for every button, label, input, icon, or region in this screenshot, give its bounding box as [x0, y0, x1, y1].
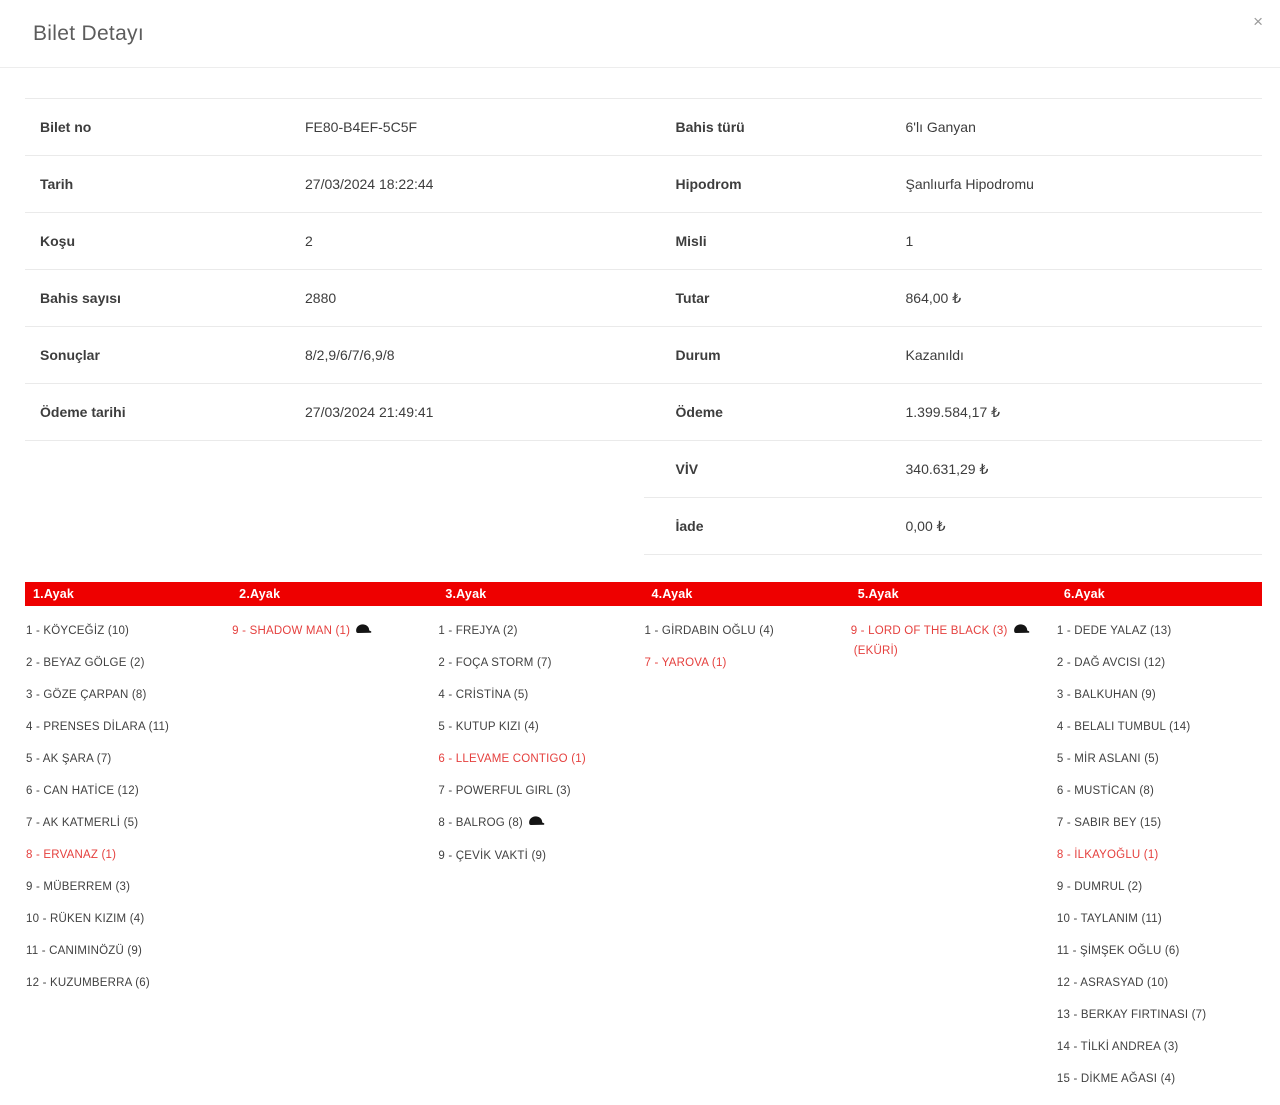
horse-entry-label: 9 - ÇEVİK VAKTİ (9) [438, 850, 547, 862]
info-label: Tarih [40, 176, 74, 192]
close-icon[interactable]: × [1253, 12, 1263, 31]
leg-entries [437, 606, 643, 866]
leg-entries [1056, 606, 1262, 1089]
ekuri-label: (EKÜRİ) [853, 645, 898, 657]
leg-entries [231, 606, 437, 642]
horse-entry [438, 782, 631, 801]
ticket-info-table-left [25, 99, 644, 555]
horse-entry [1057, 974, 1250, 993]
horse-entry [1057, 622, 1250, 641]
info-value: 27/03/2024 18:22:44 [305, 176, 434, 192]
horse-entry-label: 2 - FOÇA STORM (7) [438, 657, 552, 669]
horse-entry [438, 814, 631, 834]
horse-entry-label: 6 - LLEVAME CONTIGO (1) [438, 753, 586, 765]
horse-entry-label: 1 - DEDE YALAZ (13) [1056, 625, 1172, 637]
horse-entry-label: 6 - MUSTİCAN (8) [1056, 785, 1154, 797]
info-row [25, 327, 644, 384]
info-row [644, 327, 1263, 384]
horse-entry-label: 9 - DUMRUL (2) [1056, 881, 1143, 893]
info-label: Ödeme tarihi [40, 404, 126, 420]
leg-header: 1.Ayak [25, 582, 231, 606]
horse-entry [438, 622, 631, 641]
leg-entries [644, 606, 850, 673]
info-label: Hipodrom [675, 176, 742, 192]
info-value: Kazanıldı [905, 347, 964, 363]
horse-entry-label: 14 - TİLKİ ANDREA (3) [1056, 1041, 1179, 1053]
ticket-info-table-right [644, 99, 1263, 555]
leg-column [437, 582, 643, 1102]
horse-entry-label: 15 - DİKME AĞASI (4) [1056, 1073, 1176, 1085]
leg-header: 5.Ayak [850, 582, 1056, 606]
horse-entry-label: 10 - TAYLANIM (11) [1056, 913, 1162, 925]
leg-header: 3.Ayak [437, 582, 643, 606]
horse-entry [26, 654, 219, 673]
horse-entry-label: 4 - BELALI TUMBUL (14) [1056, 721, 1191, 733]
horse-entry [26, 622, 219, 641]
info-value: 864,00 ₺ [905, 289, 962, 306]
horse-entry-label: 4 - PRENSES DİLARA (11) [26, 721, 170, 733]
modal-header [0, 0, 1280, 68]
horse-entry-label: 11 - CANIMINÖZÜ (9) [26, 945, 143, 957]
info-row [25, 384, 644, 441]
horse-entry-label: 3 - BALKUHAN (9) [1056, 689, 1156, 701]
horse-entry [1057, 1070, 1250, 1089]
info-label: Misli [675, 233, 707, 249]
info-row [25, 270, 644, 327]
horse-entry [1057, 718, 1250, 737]
horse-entry [438, 654, 631, 673]
horse-entry [26, 814, 219, 833]
horse-entry [645, 654, 838, 673]
horse-entry-label: 1 - GİRDABIN OĞLU (4) [644, 625, 774, 637]
horse-entry [1057, 1038, 1250, 1057]
info-value: FE80-B4EF-5C5F [305, 119, 418, 135]
info-label: Tutar [675, 290, 710, 306]
ticket-info-section [25, 98, 1262, 555]
horse-entry [26, 718, 219, 737]
info-label: Koşu [40, 233, 75, 249]
info-label: Bahis sayısı [40, 290, 121, 306]
horse-entry-label: 5 - MİR ASLANI (5) [1056, 753, 1159, 765]
horse-entry [1057, 1006, 1250, 1025]
horse-entry-label: 2 - BEYAZ GÖLGE (2) [26, 657, 145, 669]
horse-entry [1057, 910, 1250, 929]
info-value: 2880 [305, 290, 337, 306]
leg-header: 4.Ayak [644, 582, 850, 606]
info-value: 8/2,9/6/7/6,9/8 [305, 347, 395, 363]
horse-entry [1057, 846, 1250, 865]
horse-entry-label: 7 - YAROVA (1) [644, 657, 727, 669]
info-label: VİV [675, 461, 699, 477]
jockey-cap-icon [528, 815, 545, 834]
horse-entry-label: 4 - CRİSTİNA (5) [438, 689, 529, 701]
info-row [644, 441, 1263, 498]
info-row [644, 99, 1263, 156]
horse-entry-label: 12 - KUZUMBERRA (6) [26, 977, 150, 989]
leg-entries [25, 606, 231, 993]
info-value: 1.399.584,17 ₺ [905, 403, 1001, 420]
horse-entry [1057, 750, 1250, 769]
horse-entry [645, 622, 838, 641]
horse-entry [26, 846, 219, 865]
info-label: Bahis türü [675, 119, 745, 135]
info-label: İade [675, 518, 704, 534]
info-value: Şanlıurfa Hipodromu [905, 176, 1034, 192]
info-row [644, 270, 1263, 327]
leg-column [644, 582, 850, 1102]
horse-entry [438, 847, 631, 866]
horse-entry-label: 13 - BERKAY FIRTINASI (7) [1056, 1009, 1207, 1021]
info-value: 6'lı Ganyan [905, 119, 976, 135]
horse-entry-label: 5 - AK ŞARA (7) [26, 753, 112, 765]
horse-entry [1057, 942, 1250, 961]
leg-column [231, 582, 437, 1102]
info-value: 1 [905, 233, 914, 249]
horse-entry-label: 6 - CAN HATİCE (12) [26, 785, 139, 797]
jockey-cap-icon [355, 623, 372, 642]
horse-entry [26, 942, 219, 961]
horse-entry-label: 9 - MÜBERREM (3) [26, 881, 131, 893]
horse-entry [438, 686, 631, 705]
horse-entry-label: 12 - ASRASYAD (10) [1056, 977, 1169, 989]
leg-entries [850, 606, 1056, 661]
horse-entry-label: 10 - RÜKEN KIZIM (4) [26, 913, 145, 925]
info-label: Bilet no [40, 119, 92, 135]
horse-entry [26, 878, 219, 897]
horse-entry [1057, 654, 1250, 673]
horse-entry-label: 9 - SHADOW MAN (1) [232, 625, 351, 637]
horse-entry [851, 622, 1044, 661]
horse-entry-label: 1 - KÖYCEĞİZ (10) [26, 625, 130, 637]
info-value: 2 [305, 233, 313, 249]
info-row [25, 156, 644, 213]
horse-entry [26, 750, 219, 769]
horse-entry [26, 686, 219, 705]
page-title: Bilet Detayı [33, 22, 144, 45]
info-row [25, 99, 644, 156]
info-value: 0,00 ₺ [905, 517, 946, 534]
horse-entry-label: 8 - İLKAYOĞLU (1) [1056, 849, 1159, 861]
leg-column [1056, 582, 1262, 1102]
horse-entry [26, 910, 219, 929]
horse-entry [438, 718, 631, 737]
horse-entry-label: 8 - ERVANAZ (1) [26, 849, 117, 861]
horse-entry-label: 7 - POWERFUL GIRL (3) [438, 785, 571, 797]
horse-entry [1057, 814, 1250, 833]
leg-column [25, 582, 231, 1102]
info-label: Ödeme [675, 404, 723, 420]
legs-table [25, 582, 1262, 1102]
info-value: 340.631,29 ₺ [905, 460, 989, 477]
leg-header: 6.Ayak [1056, 582, 1262, 606]
horse-entry [1057, 686, 1250, 705]
info-row [644, 384, 1263, 441]
leg-column [850, 582, 1056, 1102]
horse-entry-label: 7 - SABIR BEY (15) [1056, 817, 1162, 829]
info-value: 27/03/2024 21:49:41 [305, 404, 434, 420]
horse-entry-label: 11 - ŞİMŞEK OĞLU (6) [1056, 945, 1180, 957]
horse-entry [1057, 878, 1250, 897]
horse-entry [232, 622, 425, 642]
info-row [25, 213, 644, 270]
horse-entry-label: 3 - GÖZE ÇARPAN (8) [26, 689, 147, 701]
info-label: Sonuçlar [40, 347, 100, 363]
horse-entry-label: 8 - BALROG (8) [438, 817, 523, 829]
leg-header: 2.Ayak [231, 582, 437, 606]
info-row [644, 156, 1263, 213]
horse-entry [438, 750, 631, 769]
horse-entry [1057, 782, 1250, 801]
horse-entry-label: 1 - FREJYA (2) [438, 625, 518, 637]
horse-entry-label: 2 - DAĞ AVCISI (12) [1056, 657, 1166, 669]
horse-entry-label: 7 - AK KATMERLİ (5) [26, 817, 139, 829]
horse-entry [26, 974, 219, 993]
horse-entry-label: 5 - KUTUP KIZI (4) [438, 721, 539, 733]
info-label: Durum [675, 347, 721, 363]
info-row [644, 498, 1263, 555]
horse-entry [26, 782, 219, 801]
jockey-cap-icon [1013, 623, 1030, 642]
info-row [644, 213, 1263, 270]
horse-entry-label: 9 - LORD OF THE BLACK (3) [850, 625, 1008, 637]
